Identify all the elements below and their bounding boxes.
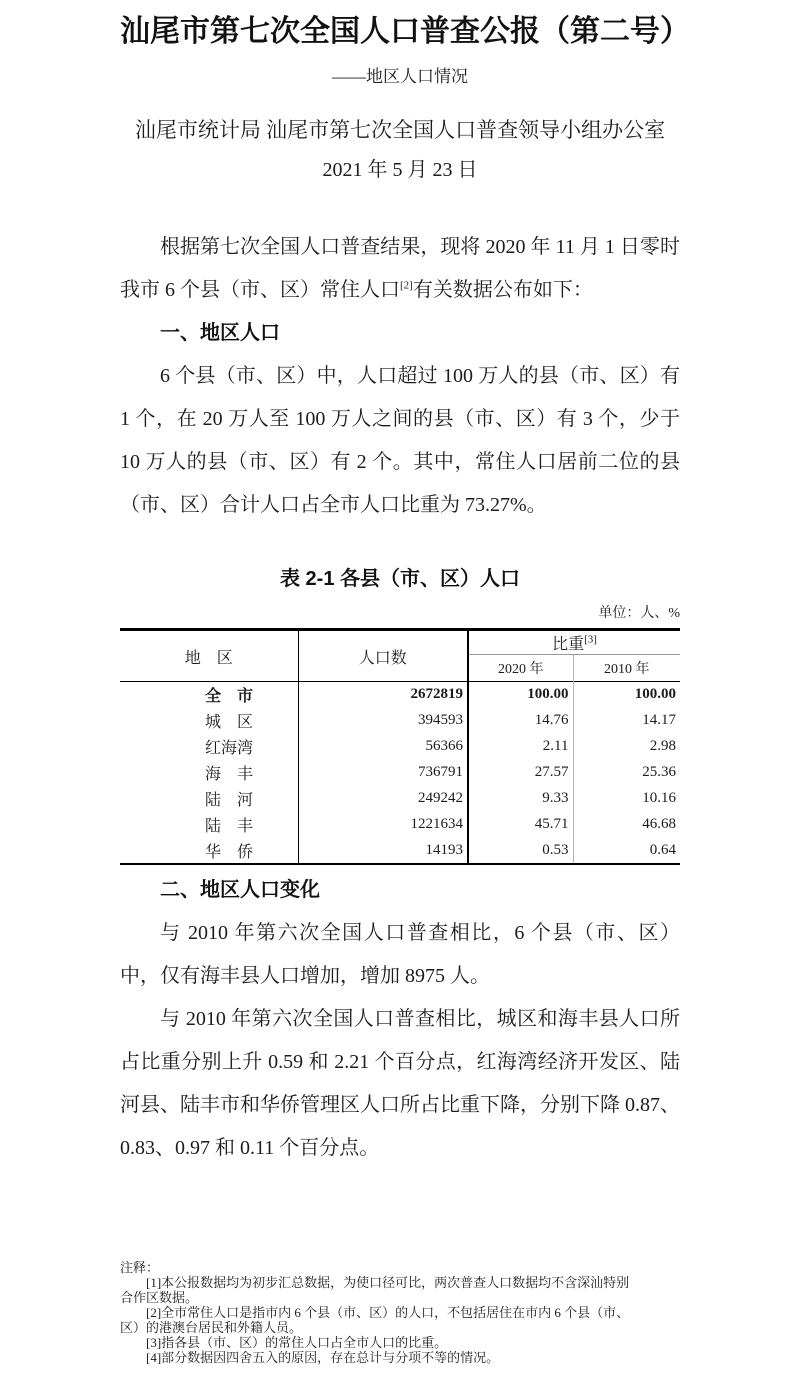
- header-year-2010: 2010 年: [604, 662, 650, 677]
- table-row-total: [120, 682, 680, 708]
- footnote-line: 合作区数据。: [120, 1290, 199, 1305]
- region-cell: 全 市: [120, 682, 298, 708]
- share-2010-cell: 10.16: [642, 790, 676, 806]
- population-cell: 56366: [298, 734, 468, 760]
- share-2010-cell: 14.17: [642, 712, 676, 728]
- population-cell: 249242: [298, 786, 468, 812]
- footnote-ref-3: [3]: [584, 633, 597, 646]
- section-1-paragraph: 6 个县（市、区）中，人口超过 100 万人的县（市、区）有 1 个，在 20 万人至 100 万人之间的县（市、区）有 3 个，少于 10 万人的县（市、区）有 2 个。其中，常住人口居前二位的县（市、区）合计人口占全市人口比重为 73.27%。: [120, 365, 680, 516]
- intro-text-1: 根据第七次全国人口普查结果，现将 2020 年 11 月 1 日零时我市 6 个县（市、区）常住人口: [120, 236, 680, 301]
- table-header: [120, 630, 680, 682]
- header-region: 地 区: [120, 630, 298, 682]
- share-2010-cell: 2.98: [649, 738, 676, 754]
- footnote-line: [2]全市常住人口是指市内 6 个县（市、区）的人口，不包括居住在市内 6 个县（市、: [146, 1305, 630, 1320]
- header-year-2020: 2020 年: [468, 655, 573, 682]
- header-share: [468, 630, 680, 655]
- share-2020-cell: 2.11: [468, 734, 573, 760]
- section-2-paragraph-2: 与 2010 年第六次全国人口普查相比，城区和海丰县人口所占比重分别上升 0.59 和 2.21 个百分点，红海湾经济开发区、陆河县、陆丰市和华侨管理区人口所占比重下降，分别下降 0.87、0.83、0.97 和 0.11 个百分点。: [120, 1007, 680, 1159]
- region-cell: 华 侨: [120, 838, 298, 864]
- doc-title: 汕尾市第七次全国人口普查公报（第二号）: [120, 15, 690, 48]
- footnote-ref-2: [2]: [400, 279, 413, 292]
- population-table: [120, 628, 680, 865]
- table-row: [120, 760, 680, 786]
- intro-text-2: 有关数据公布如下：: [412, 279, 593, 301]
- footnotes: [120, 1260, 700, 1365]
- table-body: [120, 682, 680, 864]
- document-content: [0, 12, 800, 1170]
- table-title: 表 2-1 各县（市、区）人口: [279, 568, 521, 590]
- share-2010-cell: 46.68: [642, 816, 676, 832]
- region-cell: 陆 丰: [120, 812, 298, 838]
- footnote-line: [1]本公报数据均为初步汇总数据，为使口径可比，两次普查人口数据均不含深汕特别: [146, 1275, 630, 1290]
- region-cell: 城 区: [120, 708, 298, 734]
- share-2020-cell: 9.33: [468, 786, 573, 812]
- section-1-heading: 一、地区人口: [160, 322, 280, 344]
- section-2-paragraph-1: 与 2010 年第六次全国人口普查相比，6 个县（市、区）中，仅有海丰县人口增加，增加 8975 人。: [120, 921, 680, 987]
- table-row: [120, 786, 680, 812]
- population-cell: 736791: [298, 760, 468, 786]
- share-2010-cell: 25.36: [642, 764, 676, 780]
- footnote-line: 区）的港澳台居民和外籍人员。: [120, 1320, 303, 1335]
- intro-paragraph: [120, 226, 680, 312]
- population-cell: 2672819: [298, 682, 468, 708]
- share-2010-cell: 100.00: [634, 686, 676, 703]
- table-row: [120, 812, 680, 838]
- doc-subtitle: ——地区人口情况: [332, 67, 468, 86]
- authors-line: 汕尾市统计局 汕尾市第七次全国人口普查领导小组办公室: [134, 118, 666, 142]
- region-cell: 陆 河: [120, 786, 298, 812]
- share-2020-cell: 14.76: [468, 708, 573, 734]
- table-row: [120, 708, 680, 734]
- section-2-heading: 二、地区人口变化: [160, 878, 320, 901]
- table-row: [120, 838, 680, 864]
- table-row: [120, 734, 680, 760]
- date-line: 2021 年 5 月 23 日: [322, 159, 478, 181]
- footnote-line: [4]部分数据因四舍五入的原因，存在总计与分项不等的情况。: [146, 1350, 500, 1365]
- header-share-text: 比重: [552, 636, 585, 653]
- share-2020-cell: 45.71: [468, 812, 573, 838]
- share-2020-cell: 27.57: [468, 760, 573, 786]
- header-population: 人口数: [298, 630, 468, 682]
- footnote-label: 注释：: [120, 1260, 160, 1275]
- region-cell: 红海湾: [120, 734, 298, 760]
- population-cell: 394593: [298, 708, 468, 734]
- population-cell: 1221634: [298, 812, 468, 838]
- share-2020-cell: 100.00: [468, 682, 573, 708]
- footnote-line: [3]指各县（市、区）的常住人口占全市人口的比重。: [146, 1335, 448, 1350]
- region-cell: 海 丰: [120, 760, 298, 786]
- table-header-row-1: [120, 630, 680, 655]
- population-cell: 14193: [298, 838, 468, 864]
- share-2010-cell: 0.64: [649, 841, 676, 858]
- share-2020-cell: 0.53: [468, 838, 573, 864]
- table-unit-label: 单位：人、%: [598, 606, 680, 621]
